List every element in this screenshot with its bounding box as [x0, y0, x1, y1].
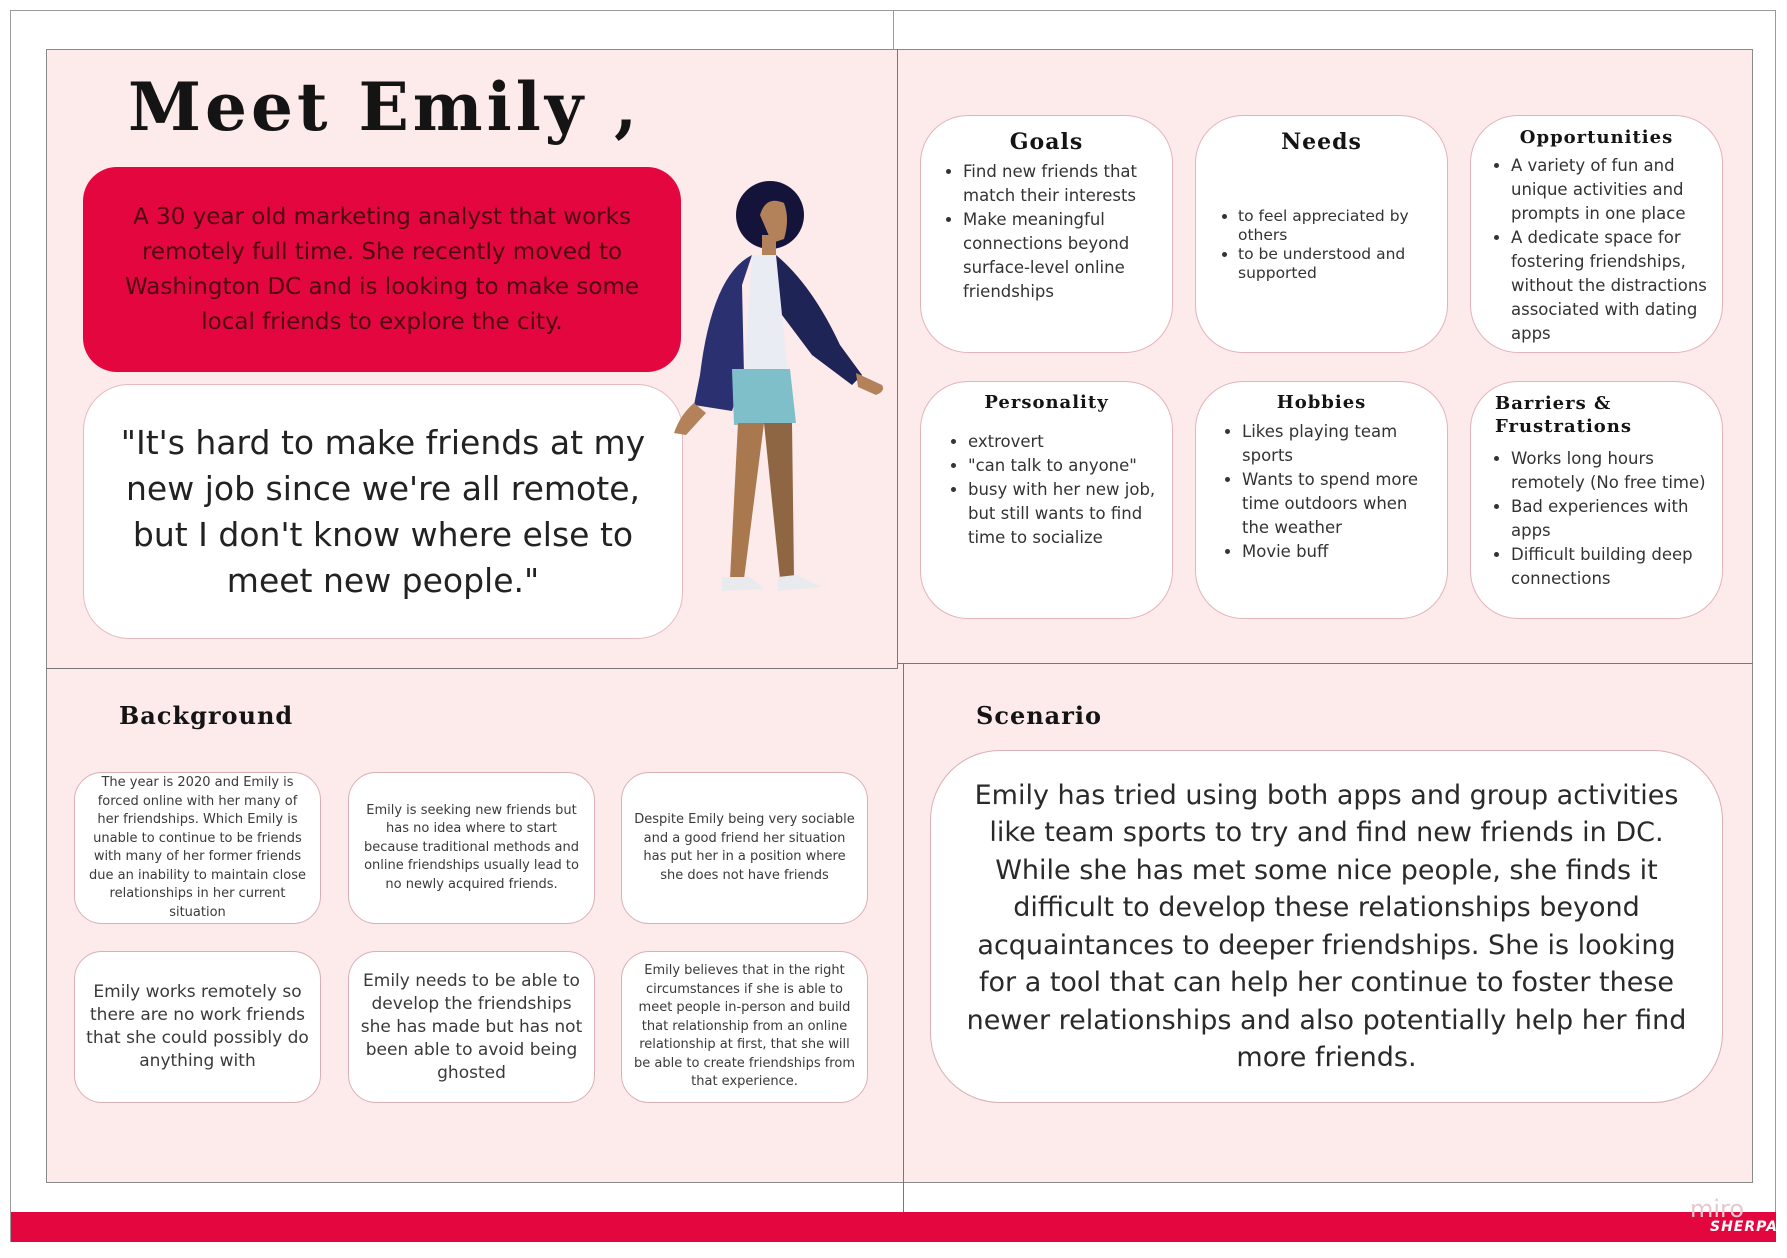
- goals-list: [921, 160, 1172, 304]
- scenario-note[interactable]: [930, 750, 1723, 1103]
- hobbies-list: [1196, 420, 1447, 564]
- persona-title: Meet Emily ,: [128, 68, 642, 146]
- list-item: • Likes playing team sports: [1242, 420, 1439, 468]
- list-item: • to be understood and supported: [1238, 245, 1447, 283]
- opportunities-title: Opportunities: [1519, 127, 1674, 148]
- scenario-text: Emily has tried using both apps and group activities like team sports to try and find new friends in DC. While she has met some nice people, she finds it difficult to develop these relationships beyond acquaintances to deeper friendships. She is looking for a tool that can help her continue to foster these newer relationships and also potentially help her find more friends.: [966, 779, 1687, 1073]
- opportunities-list: [1471, 154, 1722, 346]
- background-note-text: Despite Emily being very sociable and a good friend her situation has put her in a position where she does not have friends: [634, 812, 855, 883]
- background-note[interactable]: [621, 772, 868, 924]
- quadrant-divider-horizontal-right: [897, 663, 1753, 664]
- background-note-text: Emily is seeking new friends but has no idea where to start because traditional methods and online friendships usually lead to no newly acquired friends.: [364, 802, 579, 892]
- barriers-title: Barriers & Frustrations: [1495, 393, 1633, 437]
- quote-note[interactable]: [83, 384, 683, 639]
- list-item: • Find new friends that match their interests: [963, 160, 1172, 208]
- background-note[interactable]: [348, 772, 595, 924]
- background-note-text: Emily believes that in the right circumstances if she is able to meet people in-person and build that relationship from an online relationship at first, that she will be able to create friendships from that experience.: [634, 963, 855, 1090]
- background-note[interactable]: [74, 951, 321, 1103]
- list-item: • A dedicate space for fostering friendships, without the distractions associated with dating apps: [1511, 226, 1716, 346]
- footer-bar: [11, 1212, 1776, 1242]
- list-item: • Difficult building deep connections: [1511, 543, 1716, 591]
- quadrant-divider-vertical-bottom: [903, 664, 904, 1212]
- needs-title: Needs: [1281, 129, 1362, 155]
- sherpa-logo: SHERPA: [1710, 1219, 1778, 1235]
- personality-card[interactable]: [920, 381, 1173, 619]
- persona-illustration: [672, 175, 902, 610]
- list-item: • A variety of fun and unique activities and prompts in one place: [1511, 154, 1716, 226]
- list-item: • to feel appreciated by others: [1238, 207, 1447, 245]
- background-note-text: The year is 2020 and Emily is forced online with her many of her friendships. Which Emily is unable to continue to be friends with many of her former friends due an inability to maintain close relationships in her current situation: [89, 775, 306, 920]
- list-item: • Bad experiences with apps: [1511, 495, 1716, 543]
- intro-text: A 30 year old marketing analyst that works remotely full time. She recently moved to Washington DC and is looking to make some local friends to explore the city.: [124, 203, 640, 335]
- needs-list: [1196, 207, 1447, 283]
- background-note[interactable]: [74, 772, 321, 924]
- barriers-list: [1471, 447, 1722, 591]
- list-item: • Works long hours remotely (No free time): [1511, 447, 1716, 495]
- list-item: • Movie buff: [1242, 540, 1439, 564]
- personality-title: Personality: [984, 392, 1109, 413]
- barriers-card[interactable]: [1470, 381, 1723, 619]
- list-item: • "can talk to anyone": [968, 454, 1164, 478]
- background-note[interactable]: [348, 951, 595, 1103]
- list-item: • busy with her new job, but still wants to find time to socialize: [968, 478, 1164, 550]
- quadrant-divider-horizontal-left: [46, 668, 898, 669]
- personality-list: [921, 430, 1172, 550]
- background-note[interactable]: [621, 951, 868, 1103]
- hobbies-card[interactable]: [1195, 381, 1448, 619]
- intro-note[interactable]: [83, 167, 681, 372]
- opportunities-card[interactable]: [1470, 115, 1723, 353]
- background-note-text: Emily needs to be able to develop the friendships she has made but has not been able to avoid being ghosted: [360, 970, 583, 1083]
- needs-card[interactable]: [1195, 115, 1448, 353]
- goals-title: Goals: [1009, 129, 1084, 155]
- list-item: • Make meaningful connections beyond surface-level online friendships: [963, 208, 1172, 304]
- frame-divider: [893, 10, 894, 50]
- background-title: Background: [119, 701, 294, 730]
- miro-watermark: miro: [1690, 1195, 1745, 1223]
- hobbies-title: Hobbies: [1276, 392, 1367, 413]
- background-note-text: Emily works remotely so there are no work friends that she could possibly do anything with: [86, 982, 309, 1071]
- quote-text: "It's hard to make friends at my new job since we're all remote, but I don't know where else to meet new people.": [120, 422, 646, 600]
- goals-card[interactable]: [920, 115, 1173, 353]
- list-item: • Wants to spend more time outdoors when the weather: [1242, 468, 1439, 540]
- list-item: • extrovert: [968, 430, 1164, 454]
- scenario-title: Scenario: [976, 701, 1102, 730]
